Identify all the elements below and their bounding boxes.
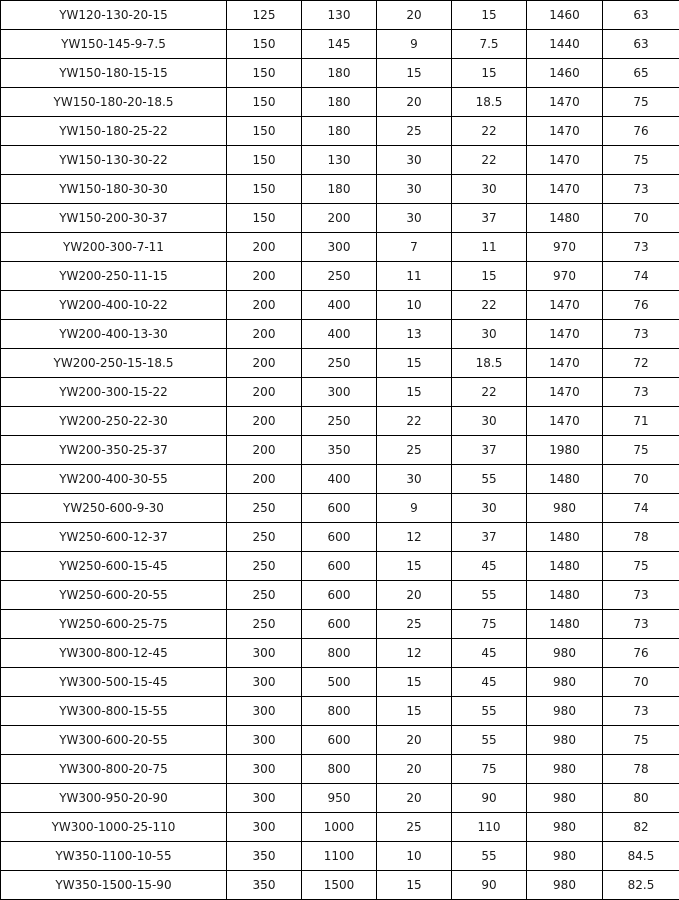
table-cell-col-4: 7	[377, 233, 452, 262]
table-cell-col-3: 1000	[302, 813, 377, 842]
table-cell-col-4: 20	[377, 755, 452, 784]
table-cell-model: YW300-500-15-45	[1, 668, 227, 697]
table-cell-col-5: 37	[452, 523, 527, 552]
table-cell-col-5: 45	[452, 668, 527, 697]
table-cell-col-4: 15	[377, 668, 452, 697]
table-cell-col-7: 75	[603, 552, 679, 581]
table-row	[1, 349, 679, 378]
table-cell-col-3: 180	[302, 88, 377, 117]
table-cell-col-6: 1470	[527, 407, 603, 436]
table-cell-model: YW150-180-15-15	[1, 59, 227, 88]
table-cell-col-3: 600	[302, 610, 377, 639]
table-cell-col-5: 110	[452, 813, 527, 842]
table-cell-col-6: 980	[527, 639, 603, 668]
table-cell-model: YW200-300-15-22	[1, 378, 227, 407]
table-cell-col-4: 10	[377, 842, 452, 871]
table-cell-col-4: 20	[377, 784, 452, 813]
table-cell-col-6: 1470	[527, 291, 603, 320]
table-cell-model: YW300-800-15-55	[1, 697, 227, 726]
table-cell-col-2: 300	[227, 755, 302, 784]
table-cell-col-7: 78	[603, 755, 679, 784]
table-cell-model: YW300-950-20-90	[1, 784, 227, 813]
table-cell-col-2: 300	[227, 697, 302, 726]
table-cell-model: YW200-400-30-55	[1, 465, 227, 494]
table-cell-col-3: 800	[302, 639, 377, 668]
table-cell-col-5: 90	[452, 784, 527, 813]
table-cell-col-7: 72	[603, 349, 679, 378]
table-cell-col-5: 22	[452, 146, 527, 175]
table-cell-col-4: 20	[377, 88, 452, 117]
table-cell-col-7: 80	[603, 784, 679, 813]
table-row	[1, 813, 679, 842]
table-row	[1, 1, 679, 30]
table-cell-col-3: 600	[302, 494, 377, 523]
table-cell-col-3: 600	[302, 552, 377, 581]
table-cell-col-5: 55	[452, 465, 527, 494]
table-cell-model: YW300-1000-25-110	[1, 813, 227, 842]
table-cell-col-6: 1480	[527, 610, 603, 639]
table-cell-col-3: 145	[302, 30, 377, 59]
table-cell-col-4: 12	[377, 523, 452, 552]
table-cell-col-6: 980	[527, 697, 603, 726]
table-cell-col-6: 1460	[527, 59, 603, 88]
table-cell-model: YW200-250-11-15	[1, 262, 227, 291]
table-cell-col-7: 74	[603, 262, 679, 291]
table-cell-col-3: 130	[302, 1, 377, 30]
table-cell-col-7: 82	[603, 813, 679, 842]
table-cell-col-4: 20	[377, 1, 452, 30]
table-cell-col-4: 30	[377, 146, 452, 175]
table-cell-col-2: 300	[227, 784, 302, 813]
table-cell-col-2: 250	[227, 581, 302, 610]
table-cell-col-4: 22	[377, 407, 452, 436]
table-cell-col-3: 600	[302, 726, 377, 755]
table-row	[1, 494, 679, 523]
table-row	[1, 697, 679, 726]
table-cell-model: YW150-180-20-18.5	[1, 88, 227, 117]
table-row	[1, 204, 679, 233]
table-cell-col-4: 11	[377, 262, 452, 291]
table-cell-col-4: 15	[377, 349, 452, 378]
table-row	[1, 436, 679, 465]
table-cell-col-5: 75	[452, 755, 527, 784]
table-row	[1, 117, 679, 146]
table-row	[1, 146, 679, 175]
table-cell-model: YW150-180-30-30	[1, 175, 227, 204]
table-cell-col-4: 9	[377, 494, 452, 523]
table-cell-model: YW300-800-12-45	[1, 639, 227, 668]
table-cell-col-3: 1100	[302, 842, 377, 871]
table-cell-col-7: 70	[603, 465, 679, 494]
table-cell-col-4: 15	[377, 378, 452, 407]
table-cell-col-6: 1480	[527, 552, 603, 581]
table-row	[1, 523, 679, 552]
table-cell-col-7: 78	[603, 523, 679, 552]
table-cell-col-7: 76	[603, 117, 679, 146]
table-cell-col-6: 1480	[527, 581, 603, 610]
table-cell-col-6: 980	[527, 726, 603, 755]
table-cell-col-3: 950	[302, 784, 377, 813]
table-cell-model: YW120-130-20-15	[1, 1, 227, 30]
table-cell-col-2: 150	[227, 59, 302, 88]
table-row	[1, 233, 679, 262]
table-cell-col-6: 1440	[527, 30, 603, 59]
table-cell-col-7: 70	[603, 668, 679, 697]
table-cell-col-2: 150	[227, 146, 302, 175]
table-cell-col-7: 84.5	[603, 842, 679, 871]
table-cell-model: YW150-130-30-22	[1, 146, 227, 175]
table-cell-col-4: 25	[377, 610, 452, 639]
table-cell-col-3: 1500	[302, 871, 377, 900]
table-cell-col-5: 7.5	[452, 30, 527, 59]
table-cell-col-2: 250	[227, 494, 302, 523]
table-cell-model: YW200-250-15-18.5	[1, 349, 227, 378]
table-cell-col-2: 350	[227, 871, 302, 900]
table-cell-col-3: 250	[302, 262, 377, 291]
table-cell-model: YW300-800-20-75	[1, 755, 227, 784]
table-cell-col-2: 150	[227, 175, 302, 204]
table-cell-col-4: 12	[377, 639, 452, 668]
table-cell-model: YW200-400-13-30	[1, 320, 227, 349]
table-cell-col-2: 125	[227, 1, 302, 30]
table-cell-col-3: 180	[302, 59, 377, 88]
table-row	[1, 262, 679, 291]
table-cell-col-4: 30	[377, 465, 452, 494]
table-cell-col-7: 73	[603, 175, 679, 204]
table-cell-col-5: 37	[452, 204, 527, 233]
table-cell-col-3: 300	[302, 233, 377, 262]
table-cell-col-5: 18.5	[452, 349, 527, 378]
table-row	[1, 552, 679, 581]
table-cell-col-6: 1470	[527, 378, 603, 407]
table-row	[1, 378, 679, 407]
table-cell-col-4: 15	[377, 697, 452, 726]
table-cell-col-2: 200	[227, 233, 302, 262]
table-cell-col-3: 600	[302, 523, 377, 552]
table-cell-col-3: 400	[302, 291, 377, 320]
table-row	[1, 30, 679, 59]
table-cell-col-7: 73	[603, 320, 679, 349]
table-row	[1, 842, 679, 871]
table-cell-model: YW250-600-9-30	[1, 494, 227, 523]
table-row	[1, 407, 679, 436]
table-cell-col-3: 500	[302, 668, 377, 697]
table-row	[1, 581, 679, 610]
table-cell-col-4: 15	[377, 871, 452, 900]
table-cell-col-7: 63	[603, 1, 679, 30]
table-cell-col-4: 15	[377, 59, 452, 88]
table-cell-col-2: 350	[227, 842, 302, 871]
table-cell-col-7: 70	[603, 204, 679, 233]
table-cell-col-5: 18.5	[452, 88, 527, 117]
table-row	[1, 59, 679, 88]
table-row	[1, 320, 679, 349]
table-cell-col-6: 980	[527, 668, 603, 697]
table-cell-model: YW200-400-10-22	[1, 291, 227, 320]
table-cell-col-6: 1470	[527, 320, 603, 349]
table-row	[1, 871, 679, 900]
table-cell-model: YW300-600-20-55	[1, 726, 227, 755]
table-cell-model: YW150-145-9-7.5	[1, 30, 227, 59]
table-cell-col-6: 970	[527, 233, 603, 262]
table-cell-col-3: 600	[302, 581, 377, 610]
table-cell-col-4: 9	[377, 30, 452, 59]
table-cell-col-6: 1470	[527, 88, 603, 117]
table-cell-col-2: 250	[227, 610, 302, 639]
table-cell-col-5: 37	[452, 436, 527, 465]
table-cell-col-2: 150	[227, 30, 302, 59]
table-row	[1, 291, 679, 320]
table-cell-col-7: 73	[603, 378, 679, 407]
table-cell-col-7: 75	[603, 436, 679, 465]
table-cell-col-5: 45	[452, 552, 527, 581]
table-row	[1, 784, 679, 813]
table-cell-col-3: 800	[302, 697, 377, 726]
table-cell-col-5: 22	[452, 291, 527, 320]
table-cell-col-4: 30	[377, 204, 452, 233]
table-cell-model: YW200-350-25-37	[1, 436, 227, 465]
table-row	[1, 755, 679, 784]
table-cell-model: YW350-1100-10-55	[1, 842, 227, 871]
table-cell-col-5: 15	[452, 262, 527, 291]
table-cell-col-5: 30	[452, 175, 527, 204]
table-cell-col-2: 200	[227, 407, 302, 436]
table-cell-col-7: 71	[603, 407, 679, 436]
table-cell-col-3: 300	[302, 378, 377, 407]
table-cell-col-6: 1480	[527, 523, 603, 552]
table-cell-col-4: 25	[377, 117, 452, 146]
table-row	[1, 175, 679, 204]
table-cell-col-6: 1470	[527, 146, 603, 175]
table-cell-col-6: 980	[527, 813, 603, 842]
table-cell-col-2: 200	[227, 349, 302, 378]
table-cell-model: YW200-300-7-11	[1, 233, 227, 262]
table-cell-col-2: 200	[227, 320, 302, 349]
table-cell-col-3: 800	[302, 755, 377, 784]
table-cell-col-4: 20	[377, 581, 452, 610]
table-cell-model: YW250-600-20-55	[1, 581, 227, 610]
table-cell-col-2: 200	[227, 378, 302, 407]
table-cell-col-3: 250	[302, 349, 377, 378]
table-cell-col-7: 76	[603, 639, 679, 668]
table-cell-col-5: 90	[452, 871, 527, 900]
table-cell-col-2: 200	[227, 291, 302, 320]
table-cell-col-3: 400	[302, 465, 377, 494]
table-cell-model: YW250-600-15-45	[1, 552, 227, 581]
table-cell-col-2: 250	[227, 523, 302, 552]
table-cell-col-6: 1480	[527, 204, 603, 233]
table-cell-col-2: 150	[227, 117, 302, 146]
table-cell-col-3: 200	[302, 204, 377, 233]
table-cell-model: YW250-600-25-75	[1, 610, 227, 639]
table-cell-model: YW150-200-30-37	[1, 204, 227, 233]
table-cell-col-4: 15	[377, 552, 452, 581]
table-cell-col-7: 75	[603, 146, 679, 175]
table-cell-col-4: 10	[377, 291, 452, 320]
spec-table-body	[1, 1, 679, 900]
table-cell-col-6: 980	[527, 755, 603, 784]
table-cell-col-2: 300	[227, 813, 302, 842]
table-cell-model: YW350-1500-15-90	[1, 871, 227, 900]
table-cell-model: YW250-600-12-37	[1, 523, 227, 552]
table-cell-col-3: 180	[302, 117, 377, 146]
table-cell-col-7: 63	[603, 30, 679, 59]
table-cell-col-5: 30	[452, 494, 527, 523]
table-cell-col-6: 970	[527, 262, 603, 291]
table-cell-col-5: 30	[452, 407, 527, 436]
table-cell-col-7: 75	[603, 88, 679, 117]
table-cell-col-2: 300	[227, 668, 302, 697]
table-cell-col-5: 45	[452, 639, 527, 668]
table-row	[1, 639, 679, 668]
table-cell-col-3: 400	[302, 320, 377, 349]
table-row	[1, 668, 679, 697]
table-cell-col-6: 1470	[527, 349, 603, 378]
table-cell-col-6: 1980	[527, 436, 603, 465]
table-cell-col-2: 200	[227, 465, 302, 494]
table-row	[1, 465, 679, 494]
table-cell-col-7: 73	[603, 610, 679, 639]
table-cell-col-5: 55	[452, 842, 527, 871]
table-cell-model: YW200-250-22-30	[1, 407, 227, 436]
table-cell-col-7: 65	[603, 59, 679, 88]
table-cell-col-7: 73	[603, 697, 679, 726]
table-cell-col-2: 300	[227, 639, 302, 668]
table-cell-col-5: 55	[452, 581, 527, 610]
table-cell-col-7: 82.5	[603, 871, 679, 900]
table-row	[1, 726, 679, 755]
table-cell-col-6: 980	[527, 871, 603, 900]
table-cell-col-6: 1470	[527, 175, 603, 204]
table-cell-col-3: 130	[302, 146, 377, 175]
table-cell-col-4: 20	[377, 726, 452, 755]
table-cell-col-6: 1480	[527, 465, 603, 494]
table-cell-col-5: 15	[452, 59, 527, 88]
table-cell-col-6: 980	[527, 784, 603, 813]
table-cell-col-7: 73	[603, 233, 679, 262]
table-cell-col-6: 1460	[527, 1, 603, 30]
table-cell-model: YW150-180-25-22	[1, 117, 227, 146]
table-cell-col-7: 75	[603, 726, 679, 755]
table-row	[1, 88, 679, 117]
table-cell-col-5: 55	[452, 697, 527, 726]
table-cell-col-2: 150	[227, 204, 302, 233]
table-cell-col-7: 74	[603, 494, 679, 523]
table-cell-col-7: 76	[603, 291, 679, 320]
table-cell-col-5: 75	[452, 610, 527, 639]
table-cell-col-2: 200	[227, 436, 302, 465]
table-cell-col-7: 73	[603, 581, 679, 610]
table-row	[1, 610, 679, 639]
table-cell-col-3: 250	[302, 407, 377, 436]
table-cell-col-2: 300	[227, 726, 302, 755]
table-cell-col-4: 25	[377, 813, 452, 842]
table-cell-col-3: 180	[302, 175, 377, 204]
table-cell-col-4: 25	[377, 436, 452, 465]
table-cell-col-5: 55	[452, 726, 527, 755]
table-cell-col-5: 22	[452, 117, 527, 146]
table-cell-col-3: 350	[302, 436, 377, 465]
table-cell-col-5: 15	[452, 1, 527, 30]
table-cell-col-5: 22	[452, 378, 527, 407]
table-cell-col-6: 980	[527, 842, 603, 871]
table-cell-col-4: 30	[377, 175, 452, 204]
table-cell-col-5: 11	[452, 233, 527, 262]
table-cell-col-2: 200	[227, 262, 302, 291]
table-cell-col-6: 1470	[527, 117, 603, 146]
table-cell-col-6: 980	[527, 494, 603, 523]
table-cell-col-5: 30	[452, 320, 527, 349]
table-cell-col-2: 150	[227, 88, 302, 117]
table-cell-col-4: 13	[377, 320, 452, 349]
table-cell-col-2: 250	[227, 552, 302, 581]
